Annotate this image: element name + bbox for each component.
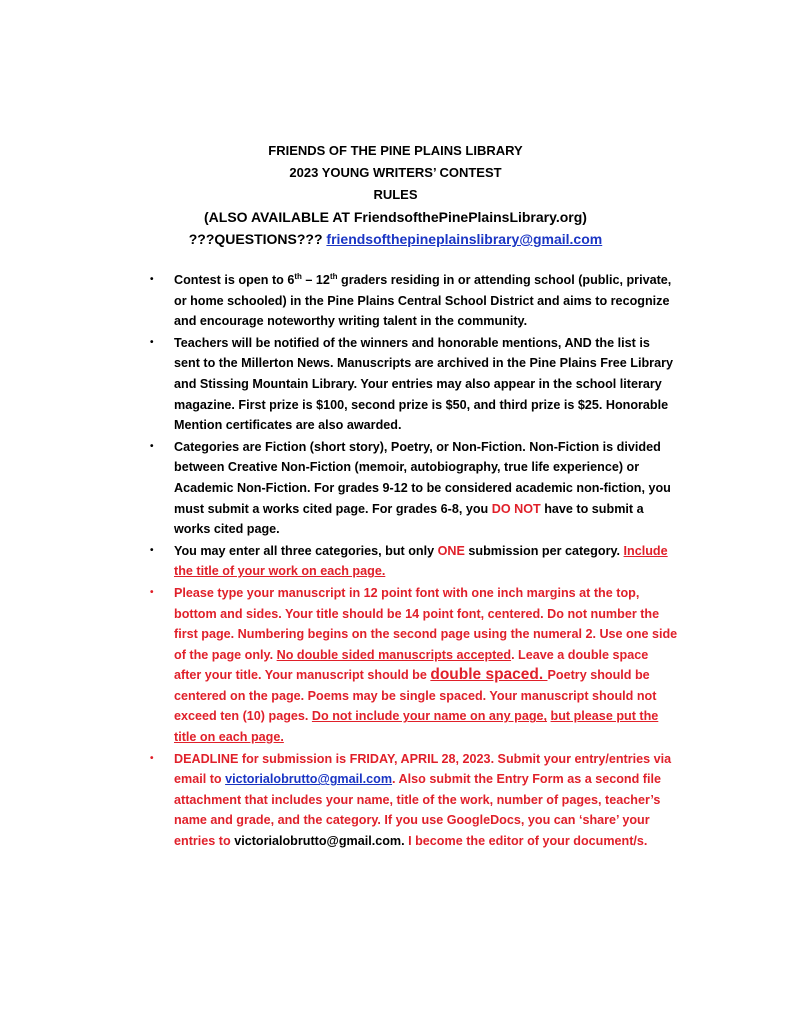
rule-formatting: • Please type your manuscript in 12 point font with one inch margins at the top, bottom and sides. Your title should be 14 point font, centered. Do not number the first page. Numbering begins on the second page using the numeral 2. Use one side of the page only. No double sided manuscripts accepted. Leave a double space after your title. Your manuscript should be double spaced. Poetry should be centered on the page. Poems may be single spaced. Your manuscript should not exceed ten (10) pages. Do not include your name on any page, but please put the title on each page. <box>148 583 678 748</box>
questions-label: ???QUESTIONS??? <box>188 231 323 247</box>
rules-list <box>148 270 678 853</box>
header-org-title: FRIENDS OF THE PINE PLAINS LIBRARY <box>268 143 523 158</box>
bullet-icon: • <box>150 274 154 285</box>
rule-notification-prizes: • Teachers will be notified of the winners and honorable mentions, AND the list is sent to the Millerton News. Manuscripts are archived in the Pine Plains Free Library and Stissing Mountain Library. Your entries may also appear in the school literary magazine. First prize is $100, second prize is $50, and third prize is $25. Honorable Mention certificates are also awarded. <box>148 333 678 436</box>
submission-email-link[interactable]: victorialobrutto@gmail.com <box>225 772 393 787</box>
one-emphasis: ONE <box>437 543 465 558</box>
document-header <box>0 140 791 250</box>
rule-submission-limit: • You may enter all three categories, but only ONE submission per category. Include the title of your work on each page. <box>148 541 678 582</box>
rule-eligibility: • Contest is open to 6th – 12th graders residing in or attending school (public, private, or home schooled) in the Pine Plains Central School District and aims to recognize and encourage noteworthy writing talent in the community. <box>150 271 672 329</box>
bullet-icon: • <box>150 336 154 348</box>
bullet-icon: • <box>150 440 154 452</box>
header-questions-line <box>0 228 791 250</box>
do-not-emphasis: DO NOT <box>491 501 541 516</box>
bullet-icon: • <box>150 586 154 598</box>
header-rules-title: RULES <box>373 187 418 202</box>
rule-categories: • Categories are Fiction (short story), Poetry, or Non-Fiction. Non-Fiction is divided between Creative Non-Fiction (memoir, autobiography, true life experience) or Academic Non-Fiction. For grades 9-12 to be considered academic non-fiction, you must submit a works cited page. For grades 6-8, you DO NOT have to submit a works cited page. <box>148 437 678 540</box>
share-email-text: victorialobrutto@gmail.com. <box>234 834 405 849</box>
rule-deadline: • DEADLINE for submission is FRIDAY, APRIL 28, 2023. Submit your entry/entries via email to victorialobrutto@gmail.com. Also submit the Entry Form as a second file attachment that includes your name, title of the work, number of pages, teacher’s name and grade, and the category. If you use GoogleDocs, you can ‘share’ your entries to victorialobrutto@gmail.com. I become the editor of your document/s. <box>148 749 678 852</box>
bullet-icon: • <box>150 752 154 764</box>
include-title-note: Include the title of your work on each page. <box>174 543 668 579</box>
header-contest-title: 2023 YOUNG WRITERS’ CONTEST <box>289 165 502 180</box>
double-spaced-emphasis: double spaced. <box>430 666 548 684</box>
header-website-note: (ALSO AVAILABLE AT FriendsofthePinePlainsLibrary.org) <box>204 209 587 225</box>
bullet-icon: • <box>150 544 154 556</box>
questions-email-link[interactable]: friendsofthepineplainslibrary@gmail.com <box>326 231 603 247</box>
